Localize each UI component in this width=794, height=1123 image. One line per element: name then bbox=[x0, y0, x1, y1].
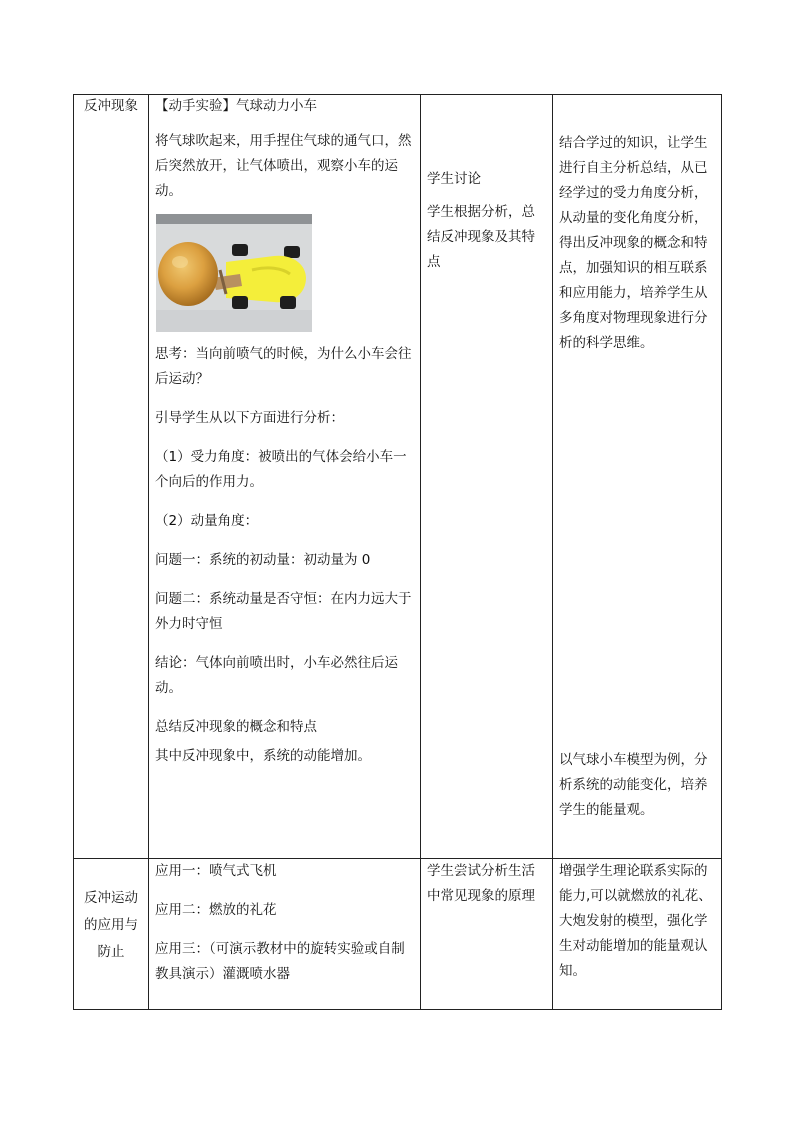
design-intent-main: 结合学过的知识，让学生进行自主分析总结，从已经学过的受力角度分析，从动量的变化角度分析，得出反冲现象的概念和特点，加强知识的相互联系和应用能力，培养学生从多角度对物理现象进行分析的科学思维。 bbox=[559, 135, 708, 351]
question-two: 问题二：系统动量是否守恒：在内力远大于外力时守恒 bbox=[155, 591, 412, 632]
think-question: 思考：当向前喷气的时候，为什么小车会往后运动？ bbox=[155, 346, 412, 387]
section-title: 反冲现象 bbox=[84, 98, 138, 114]
student-discussion: 学生讨论 bbox=[427, 171, 481, 187]
student-application: 学生尝试分析生活中常见现象的原理 bbox=[427, 863, 535, 904]
design-intent-energy: 以气球小车模型为例，分析系统的动能变化，培养学生的能量观。 bbox=[559, 752, 708, 818]
section-cell bbox=[74, 859, 149, 1010]
application-two: 应用二：燃放的礼花 bbox=[155, 902, 277, 918]
design-intent-cell bbox=[553, 859, 722, 1010]
conclusion-text: 结论：气体向前喷出时，小车必然往后运动。 bbox=[155, 655, 398, 696]
table-row bbox=[74, 95, 722, 859]
student-activity-cell bbox=[421, 95, 553, 859]
student-activity-cell bbox=[421, 859, 553, 1010]
energy-text: 其中反冲现象中，系统的动能增加。 bbox=[155, 748, 371, 764]
teacher-activity-cell bbox=[149, 859, 421, 1010]
application-one: 应用一：喷气式飞机 bbox=[155, 863, 277, 879]
table-row bbox=[74, 859, 722, 1010]
teacher-activity-cell bbox=[149, 95, 421, 859]
design-intent-application: 增强学生理论联系实际的能力,可以就燃放的礼花、大炮发射的模型，强化学生对动能增加的能量观认知。 bbox=[559, 863, 712, 979]
section-title: 反冲运动的应用与防止 bbox=[84, 890, 138, 960]
balloon-car-photo bbox=[156, 214, 312, 332]
point-momentum: （2）动量角度： bbox=[155, 513, 259, 529]
point-force: （1）受力角度：被喷出的气体会给小车一个向后的作用力。 bbox=[155, 449, 407, 490]
application-three: 应用三：（可演示教材中的旋转实验或自制教具演示）灌溉喷水器 bbox=[155, 941, 405, 982]
guide-text: 引导学生从以下方面进行分析： bbox=[155, 410, 344, 426]
design-intent-cell bbox=[553, 95, 722, 859]
experiment-description: 将气球吹起来，用手捏住气球的通气口，然后突然放开，让气体喷出，观察小车的运动。 bbox=[155, 133, 412, 199]
student-analysis: 学生根据分析，总结反冲现象及其特点 bbox=[427, 204, 535, 270]
experiment-heading: 【动手实验】气球动力小车 bbox=[155, 98, 317, 114]
section-cell bbox=[74, 95, 149, 859]
lesson-plan-table bbox=[73, 94, 722, 1010]
summary-text: 总结反冲现象的概念和特点 bbox=[155, 719, 317, 735]
question-one: 问题一：系统的初动量：初动量为 0 bbox=[155, 552, 371, 568]
